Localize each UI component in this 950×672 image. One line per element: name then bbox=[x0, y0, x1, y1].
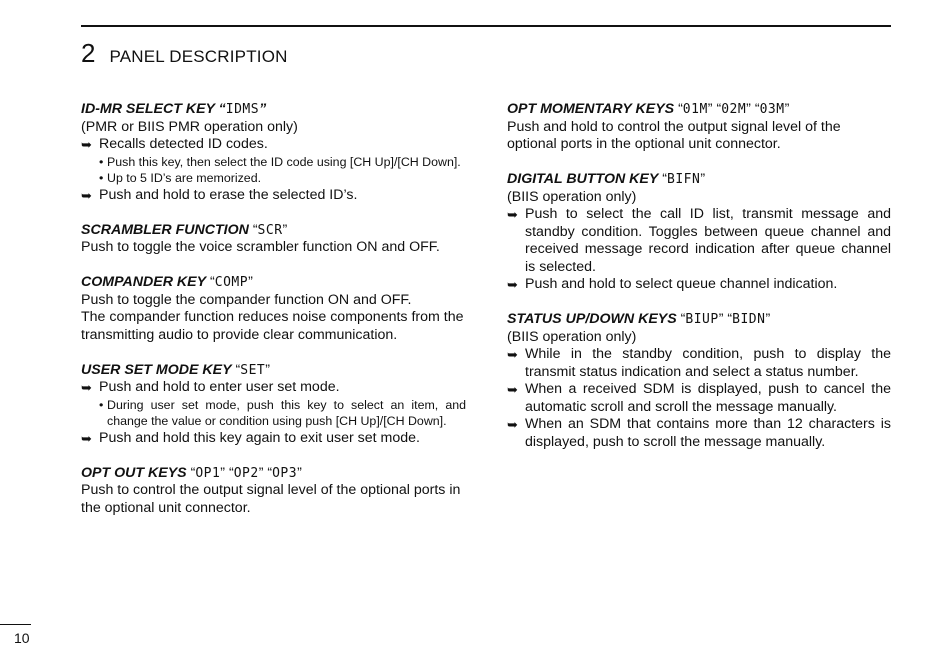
section-heading: COMPANDER KEY “COMP” bbox=[81, 274, 253, 290]
lcd-label: COMP bbox=[214, 275, 249, 290]
right-column bbox=[507, 101, 891, 469]
description: Push to toggle the voice scrambler function ON and OFF. bbox=[81, 239, 440, 255]
section-status-up-down-keys bbox=[507, 311, 891, 451]
lcd-label: IDMS bbox=[225, 102, 260, 117]
arrow-icon: ➥ bbox=[81, 137, 92, 152]
arrow-icon: ➥ bbox=[81, 380, 92, 395]
bullet-icon: • bbox=[99, 154, 104, 169]
page-number: 10 bbox=[14, 630, 30, 646]
lcd-label: 02M bbox=[721, 102, 747, 117]
section-compander-key bbox=[81, 274, 466, 344]
chapter-title: PANEL DESCRIPTION bbox=[109, 47, 288, 66]
operation-note: (PMR or BIIS PMR operation only) bbox=[81, 118, 298, 135]
arrow-item: ➥ While in the standby condition, push to display the transmit status indication and select a status number. bbox=[507, 346, 891, 380]
description: Push to toggle the compander function ON and OFF. bbox=[81, 291, 412, 308]
section-digital-button-key bbox=[507, 171, 891, 294]
operation-note: (BIIS operation only) bbox=[507, 188, 637, 205]
lcd-label: BIUP bbox=[685, 312, 719, 327]
chapter-number: 2 bbox=[81, 38, 96, 68]
arrow-icon: ➥ bbox=[507, 277, 518, 292]
arrow-item: ➥ Push and hold to erase the selected ID’s. bbox=[81, 186, 358, 203]
header-rule bbox=[81, 25, 891, 27]
lcd-label: SET bbox=[240, 362, 266, 378]
operation-note: (BIIS operation only) bbox=[507, 328, 637, 345]
arrow-icon: ➥ bbox=[507, 382, 518, 397]
section-opt-out-keys bbox=[81, 465, 466, 518]
section-heading: USER SET MODE KEY “SET” bbox=[81, 361, 270, 378]
section-heading: DIGITAL BUTTON KEY “BIFN” bbox=[507, 171, 706, 187]
bullet-item: • Up to 5 ID’s are memorized. bbox=[99, 171, 262, 185]
lcd-label: 03M bbox=[759, 102, 785, 117]
arrow-icon: ➥ bbox=[507, 347, 518, 362]
lcd-label: OP2 bbox=[233, 465, 259, 481]
arrow-icon: ➥ bbox=[81, 187, 92, 203]
section-user-set-mode-key bbox=[81, 362, 466, 448]
lcd-label: OP1 bbox=[195, 465, 221, 481]
lcd-label: SCR bbox=[257, 222, 283, 238]
bullet-icon: • bbox=[99, 397, 104, 412]
section-scrambler-function bbox=[81, 222, 466, 257]
section-id-mr-select-key bbox=[81, 101, 466, 204]
section-heading: OPT MOMENTARY KEYS “01M” “02M” “03M” bbox=[507, 101, 790, 117]
lcd-label: BIDN bbox=[732, 312, 766, 327]
arrow-item: ➥ When an SDM that contains more than 12 characters is displayed, push to scroll the message manually. bbox=[507, 416, 891, 450]
arrow-item: ➥ Push to select the call ID list, transmit message and standby condition. Toggles between queue channel and received message record indication after queue channel is selected. bbox=[507, 206, 891, 275]
section-heading: STATUS UP/DOWN KEYS “BIUP” “BIDN” bbox=[507, 311, 771, 327]
lcd-label: BIFN bbox=[667, 172, 701, 187]
section-heading: SCRAMBLER FUNCTION “SCR” bbox=[81, 221, 288, 238]
description: Push to control the output signal level of the optional ports in the optional unit connector. bbox=[81, 482, 461, 516]
footer-rule bbox=[0, 624, 31, 625]
arrow-item: ➥ Push and hold to select queue channel indication. bbox=[507, 276, 838, 292]
arrow-item: ➥ Push and hold to enter user set mode. bbox=[81, 379, 340, 395]
arrow-item: ➥ Recalls detected ID codes. bbox=[81, 136, 268, 152]
arrow-icon: ➥ bbox=[507, 417, 518, 432]
section-heading: OPT OUT KEYS “OP1” “OP2” “OP3” bbox=[81, 464, 302, 481]
chapter-heading bbox=[81, 38, 288, 69]
arrow-item: ➥ Push and hold this key again to exit user set mode. bbox=[81, 429, 420, 446]
arrow-item: ➥ When a received SDM is displayed, push to cancel the automatic scroll and scroll the message manually. bbox=[507, 381, 891, 415]
section-opt-momentary-keys bbox=[507, 101, 891, 154]
description: Push and hold to control the output signal level of the optional ports in the optional unit connector. bbox=[507, 118, 841, 152]
bullet-item: • Push this key, then select the ID code using [CH Up]/[CH Down]. bbox=[99, 154, 461, 169]
arrow-icon: ➥ bbox=[81, 430, 92, 446]
bullet-icon: • bbox=[99, 171, 104, 185]
lcd-label: OP3 bbox=[272, 465, 298, 481]
bullet-item: • During user set mode, push this key to select an item, and change the value or condition using push [CH Up]/[CH Down]. bbox=[99, 397, 466, 428]
lcd-label: 01M bbox=[682, 102, 708, 117]
left-column bbox=[81, 101, 466, 535]
description: The compander function reduces noise components from the transmitting audio to provide clear communication. bbox=[81, 309, 464, 343]
arrow-icon: ➥ bbox=[507, 207, 518, 222]
section-heading: ID-MR SELECT KEY “IDMS” bbox=[81, 101, 267, 117]
